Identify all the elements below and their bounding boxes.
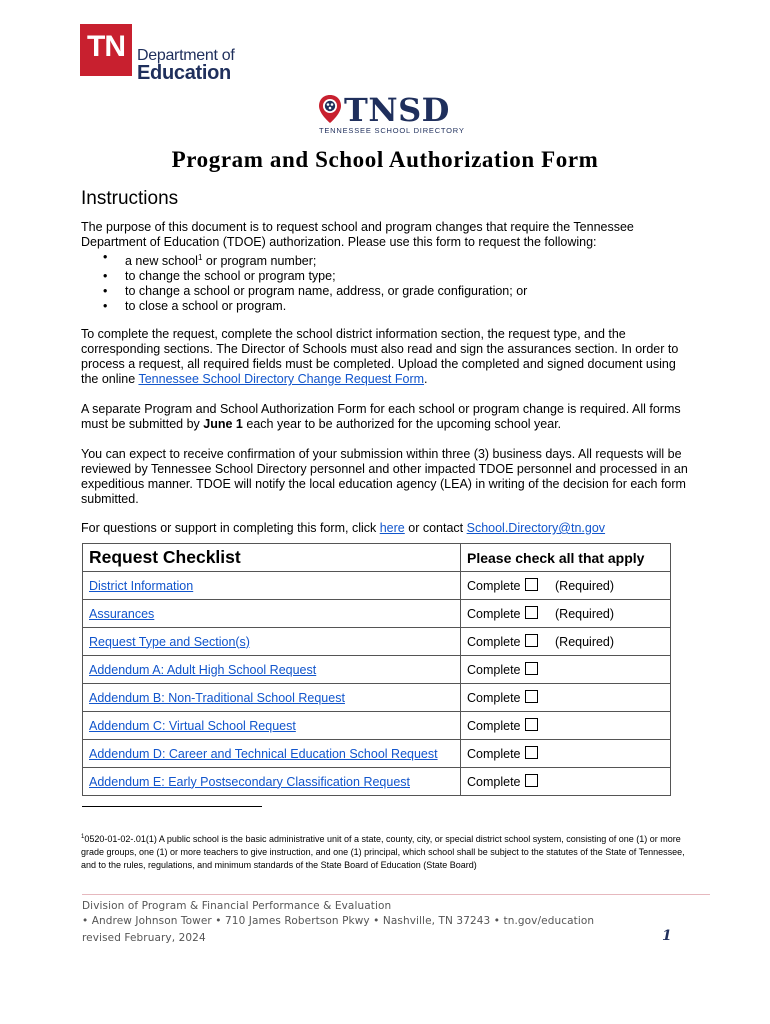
footnote-divider (82, 806, 262, 807)
complete-label: Complete (467, 663, 521, 677)
checkbox[interactable] (525, 578, 538, 591)
table-row (83, 712, 671, 740)
complete-label: Complete (467, 747, 521, 761)
table-row (83, 656, 671, 684)
intro-text: The purpose of this document is to request school and program changes that require the Tennessee Department of Education (TDOE) authorization. Please use this form to request the following: (81, 220, 634, 249)
checklist-header-right: Please check all that apply (461, 544, 671, 572)
addendum-d-link[interactable]: Addendum D: Career and Technical Education School Request (89, 746, 438, 761)
completion-paragraph: To complete the request, complete the school district information section, the request type, and the corresponding sections. The Director of Schools must also read and sign the assurances section. In order to process a request, all required fields must be completed. Upload the completed and signed document using the online Tennessee School Directory Change Request Form. (81, 327, 679, 386)
intro-paragraph (81, 220, 693, 314)
complete-label: Complete (467, 579, 521, 593)
tn-logo-mark: TN (80, 24, 132, 76)
footer-revised-date: revised February, 2024 (82, 932, 206, 944)
tnsd-logo-title: TNSD (344, 91, 450, 129)
dept-name-line2: Education (137, 62, 231, 84)
checkbox[interactable] (525, 690, 538, 703)
district-information-link[interactable]: District Information (89, 578, 194, 593)
addendum-a-link[interactable]: Addendum A: Adult High School Request (89, 662, 317, 677)
assurances-link[interactable]: Assurances (89, 606, 155, 621)
map-pin-icon (317, 94, 343, 124)
request-checklist-table (82, 543, 671, 796)
table-row (83, 628, 671, 656)
tnsd-logo-subtitle: TENNESSEE SCHOOL DIRECTORY (319, 126, 465, 135)
confirmation-paragraph: You can expect to receive confirmation of your submission within three (3) business days. All requests will be reviewed by Tennessee School Directory personnel and other impacted TDOE personnel and processed in an expeditious manner. TDOE will notify the local education agency (LEA) in writing of the decision for each form submitted. (81, 447, 688, 506)
dept-name-line1: Department of (137, 47, 235, 64)
footnote: $^1$0520-01-02-.01(1) A public school is the basic administrative unit of a state, county, city, or special district school system, consisting of one (1) or more grade groups, one (1) or more teachers to give instruction, and one (1) principal, which school shall be subject to the statutes of the State of Tennessee, and to the rules, regulations, and minimum standards of the State Board of Education (State Board) (81, 834, 685, 870)
support-paragraph: For questions or support in completing this form, click here or contact School.Directory@tn.gov (81, 521, 606, 535)
table-header-row (83, 544, 671, 572)
footer-address: • Andrew Johnson Tower • 710 James Robertson Pkwy • Nashville, TN 37243 • tn.gov/education (82, 915, 595, 927)
addendum-e-link[interactable]: Addendum E: Early Postsecondary Classification Request (89, 774, 410, 789)
complete-label: Complete (467, 775, 521, 789)
checklist-header-left: Request Checklist (83, 544, 461, 572)
list-item: • a new school$^1$ or program number; (81, 250, 693, 269)
list-item: • to close a school or program. (81, 299, 693, 314)
request-type-link[interactable]: Request Type and Section(s) (89, 634, 250, 649)
checkbox[interactable] (525, 634, 538, 647)
list-item: • to change a school or program name, address, or grade configuration; or (81, 284, 693, 299)
support-email-link[interactable]: School.Directory@tn.gov (466, 521, 606, 535)
support-here-link[interactable]: here (379, 521, 405, 535)
checkbox[interactable] (525, 662, 538, 675)
complete-label: Complete (467, 691, 521, 705)
checkbox[interactable] (525, 718, 538, 731)
complete-label: Complete (467, 607, 521, 621)
footer-divider (82, 894, 710, 895)
required-note: (Required) (555, 579, 615, 593)
checkbox[interactable] (525, 746, 538, 759)
table-row (83, 768, 671, 796)
instructions-heading: Instructions (81, 188, 179, 209)
page-title: Program and School Authorization Form (171, 147, 599, 172)
required-note: (Required) (555, 607, 615, 621)
addendum-c-link[interactable]: Addendum C: Virtual School Request (89, 718, 296, 733)
deadline-paragraph: A separate Program and School Authorization Form for each school or program change is required. All forms must be submitted by June 1 each year to be authorized for the upcoming school year. (81, 402, 681, 431)
page-number: 1 (662, 928, 672, 944)
complete-label: Complete (467, 635, 521, 649)
table-row (83, 740, 671, 768)
required-note: (Required) (555, 635, 615, 649)
table-row (83, 600, 671, 628)
request-types-list (81, 250, 693, 314)
table-row (83, 572, 671, 600)
change-request-form-link[interactable]: Tennessee School Directory Change Request Form (138, 372, 425, 386)
checkbox[interactable] (525, 774, 538, 787)
checkbox[interactable] (525, 606, 538, 619)
list-item: • to change the school or program type; (81, 269, 693, 284)
complete-label: Complete (467, 719, 521, 733)
footer-division: Division of Program & Financial Performance & Evaluation (82, 900, 392, 912)
table-row (83, 684, 671, 712)
addendum-b-link[interactable]: Addendum B: Non-Traditional School Request (89, 690, 345, 705)
